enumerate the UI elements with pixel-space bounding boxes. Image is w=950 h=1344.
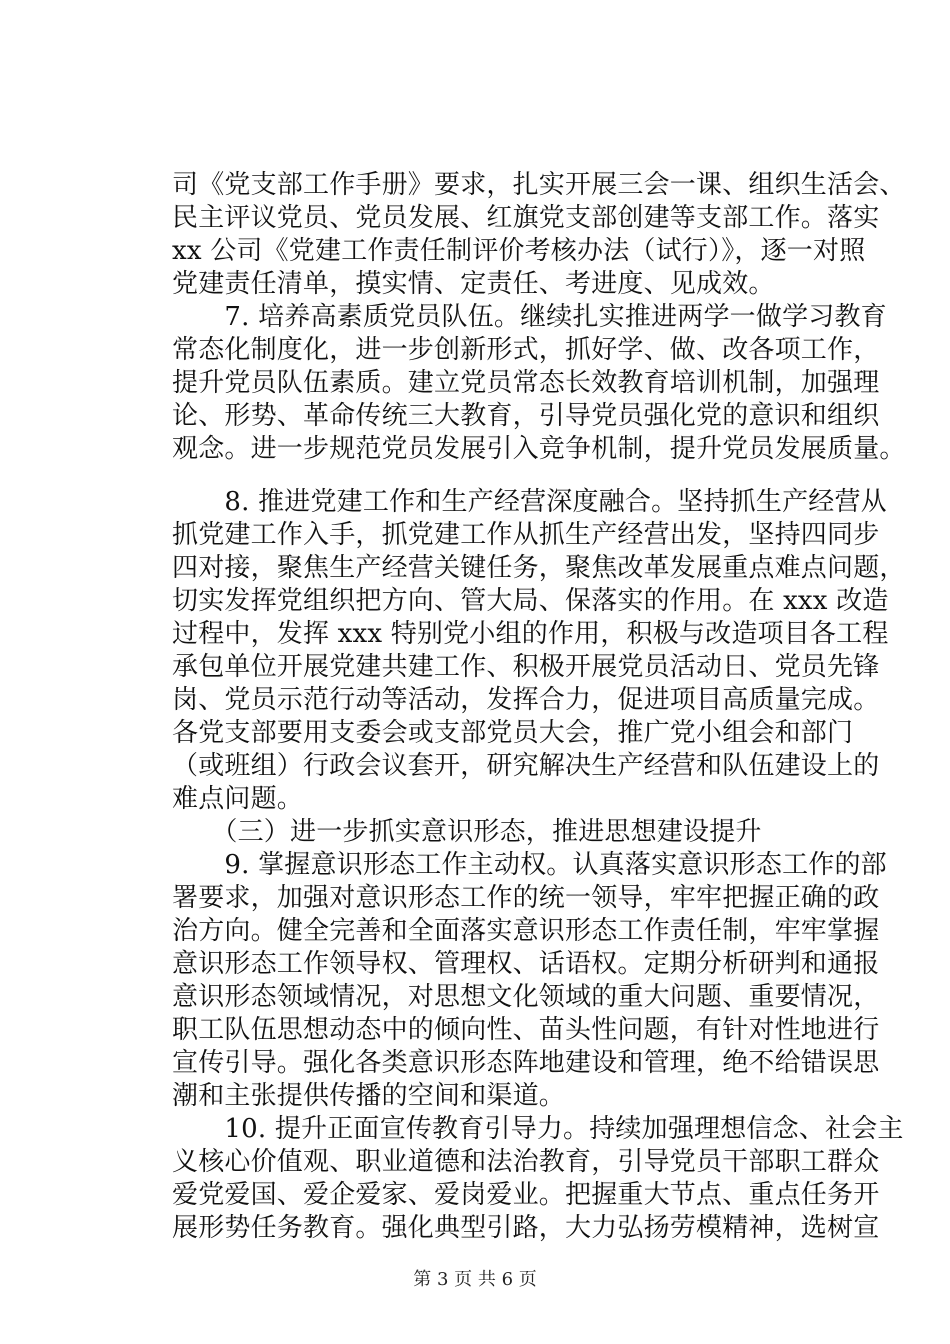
text-line: 职工队伍思想动态中的倾向性、苗头性问题，有针对性地进行 — [172, 1015, 880, 1045]
text-line: 承包单位开展党建共建工作、积极开展党员活动日、党员先锋 — [172, 652, 880, 682]
text-line: 9. 掌握意识形态工作主动权。认真落实意识形态工作的部 — [172, 850, 887, 880]
text-line: 宣传引导。强化各类意识形态阵地建设和管理，绝不给错误思 — [172, 1048, 880, 1078]
text-line: 切实发挥党组织把方向、管大局、保落实的作用。在 xxx 改造 — [172, 586, 889, 616]
text-line: 常态化制度化，进一步创新形式，抓好学、做、改各项工作， — [172, 335, 880, 365]
text-line: 意识形态工作领导权、管理权、话语权。定期分析研判和通报 — [172, 949, 880, 979]
text-line: 论、形势、革命传统三大教育，引导党员强化党的意识和组织 — [172, 401, 880, 431]
text-line: 义核心价值观、职业道德和法治教育，引导党员干部职工群众 — [172, 1147, 880, 1177]
page-footer: 第 3 页 共 6 页 — [413, 1269, 537, 1290]
text-line: 10. 提升正面宣传教育引导力。持续加强理想信念、社会主 — [172, 1114, 904, 1144]
text-line: 展形势任务教育。强化典型引路，大力弘扬劳模精神，选树宣 — [172, 1213, 880, 1243]
text-line: （三）进一步抓实意识形态，推进思想建设提升 — [172, 817, 762, 847]
text-line: 过程中，发挥 xxx 特别党小组的作用，积极与改造项目各工程 — [172, 619, 889, 649]
text-line: 治方向。健全完善和全面落实意识形态工作责任制，牢牢掌握 — [172, 916, 880, 946]
text-line: 四对接，聚焦生产经营关键任务，聚焦改革发展重点难点问题， — [172, 553, 906, 583]
text-line: 党建责任清单，摸实情、定责任、考进度、见成效。 — [172, 269, 775, 299]
text-line: xx 公司《党建工作责任制评价考核办法（试行）》，逐一对照 — [172, 236, 866, 266]
text-line: 爱党爱国、爱企爱家、爱岗爱业。把握重大节点、重点任务开 — [172, 1180, 880, 1210]
text-line: 抓党建工作入手，抓党建工作从抓生产经营出发，坚持四同步 — [172, 520, 880, 550]
text-line: 意识形态领域情况，对思想文化领域的重大问题、重要情况， — [172, 982, 880, 1012]
text-line: 署要求，加强对意识形态工作的统一领导，牢牢把握正确的政 — [172, 883, 880, 913]
text-line: 8. 推进党建工作和生产经营深度融合。坚持抓生产经营从 — [172, 487, 887, 517]
text-line: 难点问题。 — [172, 784, 304, 814]
text-line: 司《党支部工作手册》要求，扎实开展三会一课、组织生活会、 — [172, 170, 906, 200]
text-line: 7. 培养高素质党员队伍。继续扎实推进两学一做学习教育 — [172, 302, 887, 332]
text-line: （或班组）行政会议套开，研究解决生产经营和队伍建设上的 — [172, 751, 880, 781]
text-line: 民主评议党员、党员发展、红旗党支部创建等支部工作。落实 — [172, 203, 880, 233]
text-line: 岗、党员示范行动等活动，发挥合力，促进项目高质量完成。 — [172, 685, 880, 715]
text-line: 提升党员队伍素质。建立党员常态长效教育培训机制，加强理 — [172, 368, 880, 398]
text-line: 观念。进一步规范党员发展引入竞争机制，提升党员发展质量。 — [172, 434, 906, 464]
text-line: 各党支部要用支委会或支部党员大会，推广党小组会和部门 — [172, 718, 854, 748]
text-line: 潮和主张提供传播的空间和渠道。 — [172, 1081, 566, 1111]
